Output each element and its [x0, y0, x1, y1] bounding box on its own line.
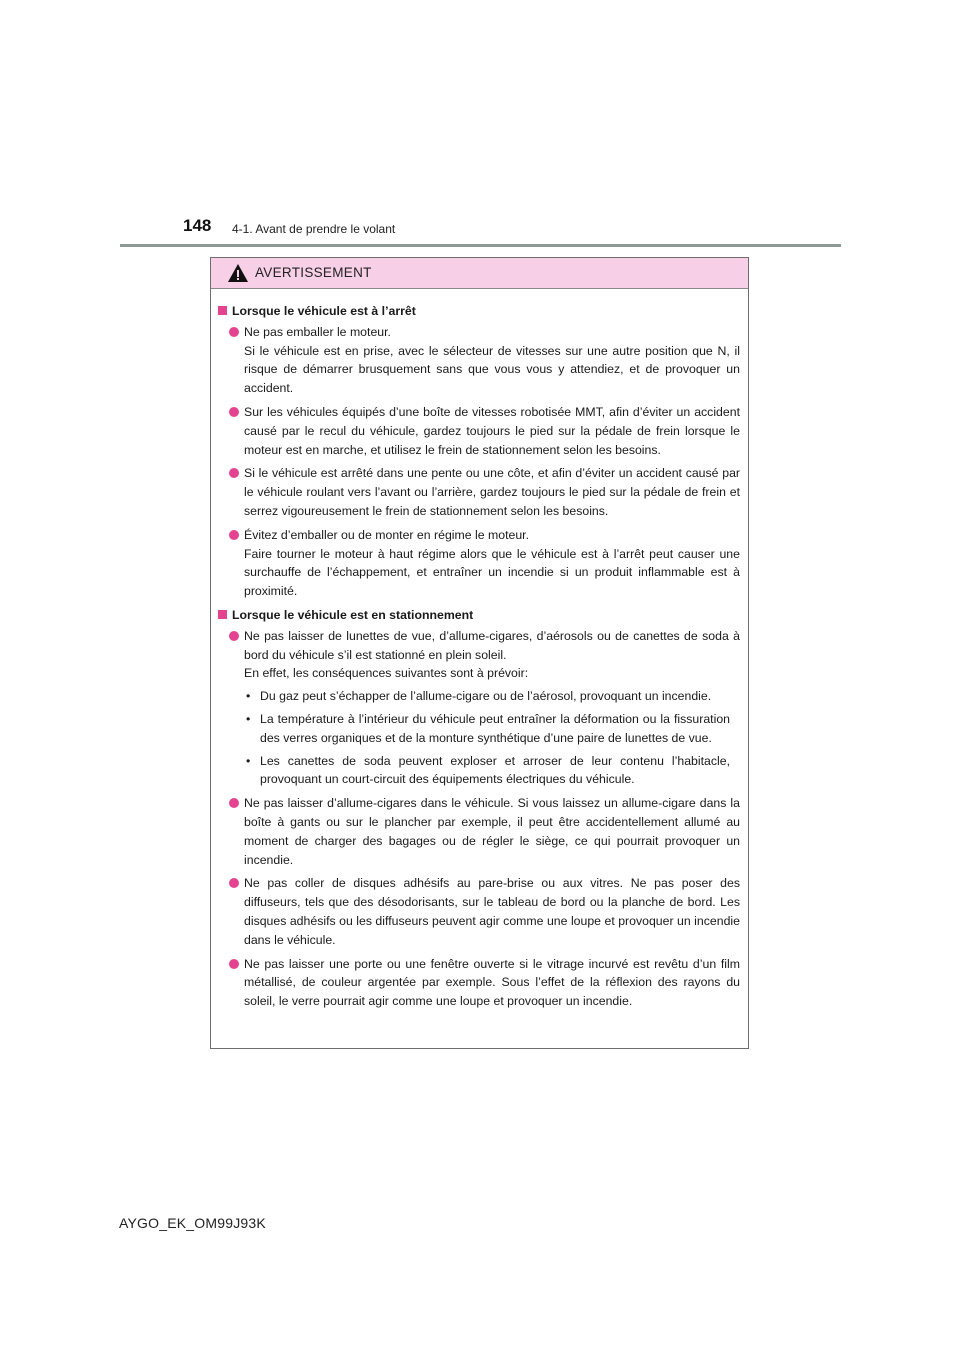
bullet-text: Ne pas coller de disques adhésifs au pare-brise ou aux vitres. Ne pas poser des diffuseurs, tels que des désodorisants, sur le tableau de bord ou la planche de bord. Les disques adhésifs ou les diffuseurs peuvent agir comme une loupe et provoquer un incendie dans le véhicule. [244, 876, 740, 947]
bullet-text: Évitez d’emballer ou de monter en régime le moteur. [244, 527, 530, 542]
round-bullet-icon [229, 631, 239, 641]
bullet-text: Faire tourner le moteur à haut régime alors que le véhicule est à l’arrêt peut causer une surchauffe de l’échappement, et entraîner un incendie si un produit inflammable est à proximité. [244, 546, 740, 599]
sub-bullet-icon: • [246, 753, 251, 768]
bullet-item [218, 794, 740, 869]
sub-item-text: La température à l’intérieur du véhicule peut entraîner la déformation ou la fissuration des verres organiques et de la monture synthétique d’une paire de lunettes de vue. [260, 711, 730, 745]
bullet-item [218, 464, 740, 520]
bullet-item [218, 874, 740, 949]
warning-body [211, 289, 748, 1011]
sub-bullet-icon: • [246, 711, 251, 726]
round-bullet-icon [229, 878, 239, 888]
footer-doc-code: AYGO_EK_OM99J93K [119, 1215, 266, 1231]
bullet-item [218, 526, 740, 601]
round-bullet-icon [229, 468, 239, 478]
bullet-text: En effet, les conséquences suivantes sont à prévoir: [244, 666, 529, 681]
sub-item [246, 687, 740, 706]
bullet-text: Ne pas laisser de lunettes de vue, d’allume-cigares, d’aérosols ou de canettes de soda à bord du véhicule s’il est stationné en plein soleil. [244, 628, 740, 662]
bullet-item [218, 627, 740, 789]
square-bullet-icon [218, 306, 227, 315]
header-rule [120, 244, 841, 247]
page-number: 148 [183, 216, 212, 235]
warning-triangle-icon [227, 263, 249, 283]
round-bullet-icon [229, 959, 239, 969]
bullet-text: Si le véhicule est arrêté dans une pente ou une côte, et afin d’éviter un accident causé par le véhicule roulant vers l’avant ou l’arrière, gardez toujours le pied sur la pédale de frein et serrez vigoureusement le frein de stationnement selon les besoins. [244, 466, 740, 518]
sub-item [246, 710, 740, 748]
bullet-item [218, 323, 740, 398]
sub-item-text: Du gaz peut s’échapper de l’allume-cigare ou de l’aérosol, provoquant un incendie. [260, 689, 712, 704]
bullet-text: Ne pas laisser une porte ou une fenêtre ouverte si le vitrage incurvé est revêtu d’un film métallisé, de couleur argentée par exemple. Sous l’effet de la réflexion des rayons du soleil, le verre pourrait agir comme une loupe et provoquer un incendie. [244, 956, 740, 1009]
warning-box [210, 257, 749, 1049]
bullet-text: Si le véhicule est en prise, avec le sélecteur de vitesses sur une autre position que N, il risque de démarrer brusquement sans que vous vous y attendiez, et de provoquer un accident. [244, 343, 740, 396]
sub-item-text: Les canettes de soda peuvent exploser et arroser de leur contenu l’habitacle, provoquant un court-circuit des équipements électriques du véhicule. [260, 753, 730, 787]
section-heading [218, 302, 740, 321]
warning-title: AVERTISSEMENT [255, 265, 372, 280]
section-heading [218, 606, 740, 625]
square-bullet-icon [218, 610, 227, 619]
round-bullet-icon [229, 327, 239, 337]
bullet-text: Ne pas emballer le moteur. [244, 324, 391, 339]
bullet-text: Ne pas laisser d’allume-cigares dans le véhicule. Si vous laissez un allume-cigare dans la boîte à gants ou sur le plancher par exemple, il peut être accidentellement allumé au moment de charger des bagages ou de régler le siège, ce qui pourrait provoquer un incendie. [244, 796, 740, 867]
round-bullet-icon [229, 407, 239, 417]
round-bullet-icon [229, 530, 239, 540]
section-heading-text: Lorsque le véhicule est en stationnement [232, 607, 474, 622]
bullet-item [218, 955, 740, 1011]
bullet-item [218, 403, 740, 459]
warning-header [211, 258, 748, 289]
sub-item [246, 752, 740, 790]
sub-bullet-icon: • [246, 689, 251, 704]
bullet-text: Sur les véhicules équipés d’une boîte de vitesses robotisée MMT, afin d’éviter un accident causé par le recul du véhicule, gardez toujours le pied sur la pédale de frein lorsque le moteur est en marche, et utilisez le frein de stationnement selon les besoins. [244, 404, 740, 457]
section-title: 4-1. Avant de prendre le volant [232, 222, 396, 236]
round-bullet-icon [229, 798, 239, 808]
section-heading-text: Lorsque le véhicule est à l’arrêt [232, 304, 416, 318]
